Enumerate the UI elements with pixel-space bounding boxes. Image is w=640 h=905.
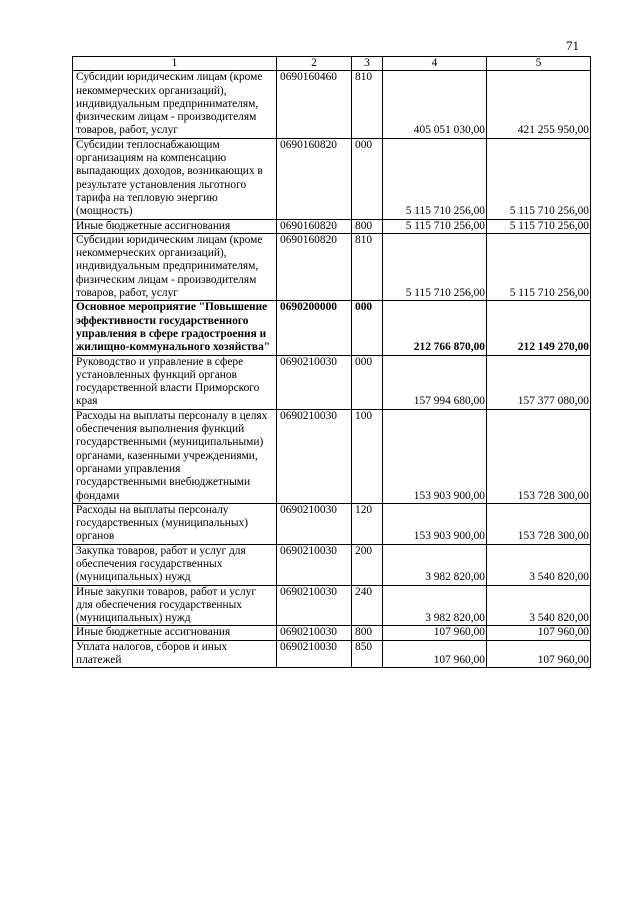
- table-row: [73, 138, 591, 219]
- row-amount-year-1: 212 766 870,00: [383, 301, 487, 355]
- row-amount-year-1: 5 115 710 256,00: [383, 138, 487, 219]
- row-amount-year-1: 157 994 680,00: [383, 355, 487, 409]
- row-amount-year-2: 3 540 820,00: [487, 585, 591, 626]
- table-row: [73, 355, 591, 409]
- row-expense-type: 240: [352, 585, 383, 626]
- row-amount-year-2: 157 377 080,00: [487, 355, 591, 409]
- row-name: Субсидии теплоснабжающим организациям на компенсацию выпадающих доходов, возникающих в результате установления льготного тарифа на тепловую энергию (мощность): [73, 138, 277, 219]
- row-expense-type: 850: [352, 640, 383, 668]
- table-header-row: [73, 57, 591, 71]
- header-col-5: 5: [487, 57, 591, 71]
- row-name: Иные закупки товаров, работ и услуг для обеспечения государственных (муниципальных) нужд: [73, 585, 277, 626]
- row-amount-year-2: 107 960,00: [487, 626, 591, 640]
- row-name: Иные бюджетные ассигнования: [73, 219, 277, 233]
- row-name: Субсидии юридическим лицам (кроме некоммерческих организаций), индивидуальным предпринимателям, физическим лицам - производителям товаров, работ, услуг: [73, 71, 277, 138]
- row-amount-year-1: 153 903 900,00: [383, 503, 487, 544]
- row-name: Расходы на выплаты персоналу в целях обеспечения выполнения функций государственными (муниципальными) органами, казенными учреждениями, органами управления государственными внебюджетными фондами: [73, 409, 277, 503]
- row-amount-year-2: 5 115 710 256,00: [487, 219, 591, 233]
- page-number: 71: [566, 38, 579, 53]
- header-col-1: 1: [73, 57, 277, 71]
- row-target-code: 0690160820: [277, 138, 352, 219]
- row-target-code: 0690210030: [277, 355, 352, 409]
- row-target-code: 0690160460: [277, 71, 352, 138]
- row-name: Уплата налогов, сборов и иных платежей: [73, 640, 277, 668]
- row-amount-year-2: 107 960,00: [487, 640, 591, 668]
- row-name: Основное мероприятие "Повышение эффективности государственного управления в сфере градостроения и жилищно-коммунального хозяйства": [73, 301, 277, 355]
- table-row: [73, 585, 591, 626]
- table-row: [73, 626, 591, 640]
- row-expense-type: 800: [352, 219, 383, 233]
- row-amount-year-1: 5 115 710 256,00: [383, 233, 487, 300]
- row-amount-year-1: 405 051 030,00: [383, 71, 487, 138]
- row-target-code: 0690210030: [277, 409, 352, 503]
- row-target-code: 0690160820: [277, 219, 352, 233]
- row-target-code: 0690160820: [277, 233, 352, 300]
- table-row: [73, 544, 591, 585]
- budget-table: [72, 56, 591, 668]
- row-amount-year-1: 3 982 820,00: [383, 585, 487, 626]
- row-target-code: 0690210030: [277, 544, 352, 585]
- header-col-3: 3: [352, 57, 383, 71]
- table-row-main-event: [73, 301, 591, 355]
- row-amount-year-2: 5 115 710 256,00: [487, 138, 591, 219]
- row-amount-year-1: 153 903 900,00: [383, 409, 487, 503]
- table-row: [73, 71, 591, 138]
- row-amount-year-2: 3 540 820,00: [487, 544, 591, 585]
- row-target-code: 0690200000: [277, 301, 352, 355]
- row-name: Закупка товаров, работ и услуг для обеспечения государственных (муниципальных) нужд: [73, 544, 277, 585]
- row-expense-type: 800: [352, 626, 383, 640]
- row-expense-type: 810: [352, 233, 383, 300]
- row-amount-year-1: 107 960,00: [383, 626, 487, 640]
- row-expense-type: 000: [352, 138, 383, 219]
- row-target-code: 0690210030: [277, 585, 352, 626]
- row-expense-type: 810: [352, 71, 383, 138]
- row-amount-year-2: 153 728 300,00: [487, 409, 591, 503]
- row-name: Расходы на выплаты персоналу государственных (муниципальных) органов: [73, 503, 277, 544]
- row-amount-year-1: 5 115 710 256,00: [383, 219, 487, 233]
- table-row: [73, 233, 591, 300]
- row-name: Иные бюджетные ассигнования: [73, 626, 277, 640]
- table-row: [73, 640, 591, 668]
- row-name: Руководство и управление в сфере установленных функций органов государственной власти Приморского края: [73, 355, 277, 409]
- row-target-code: 0690210030: [277, 503, 352, 544]
- header-col-4: 4: [383, 57, 487, 71]
- row-amount-year-1: 107 960,00: [383, 640, 487, 668]
- row-amount-year-2: 212 149 270,00: [487, 301, 591, 355]
- row-expense-type: 000: [352, 355, 383, 409]
- row-target-code: 0690210030: [277, 640, 352, 668]
- row-expense-type: 000: [352, 301, 383, 355]
- row-name: Субсидии юридическим лицам (кроме некоммерческих организаций), индивидуальным предпринимателям, физическим лицам - производителям товаров, работ, услуг: [73, 233, 277, 300]
- row-expense-type: 120: [352, 503, 383, 544]
- row-amount-year-2: 5 115 710 256,00: [487, 233, 591, 300]
- row-amount-year-2: 153 728 300,00: [487, 503, 591, 544]
- row-amount-year-1: 3 982 820,00: [383, 544, 487, 585]
- table-row: [73, 409, 591, 503]
- row-target-code: 0690210030: [277, 626, 352, 640]
- row-expense-type: 200: [352, 544, 383, 585]
- row-expense-type: 100: [352, 409, 383, 503]
- table-row: [73, 503, 591, 544]
- header-col-2: 2: [277, 57, 352, 71]
- row-amount-year-2: 421 255 950,00: [487, 71, 591, 138]
- table-row: [73, 219, 591, 233]
